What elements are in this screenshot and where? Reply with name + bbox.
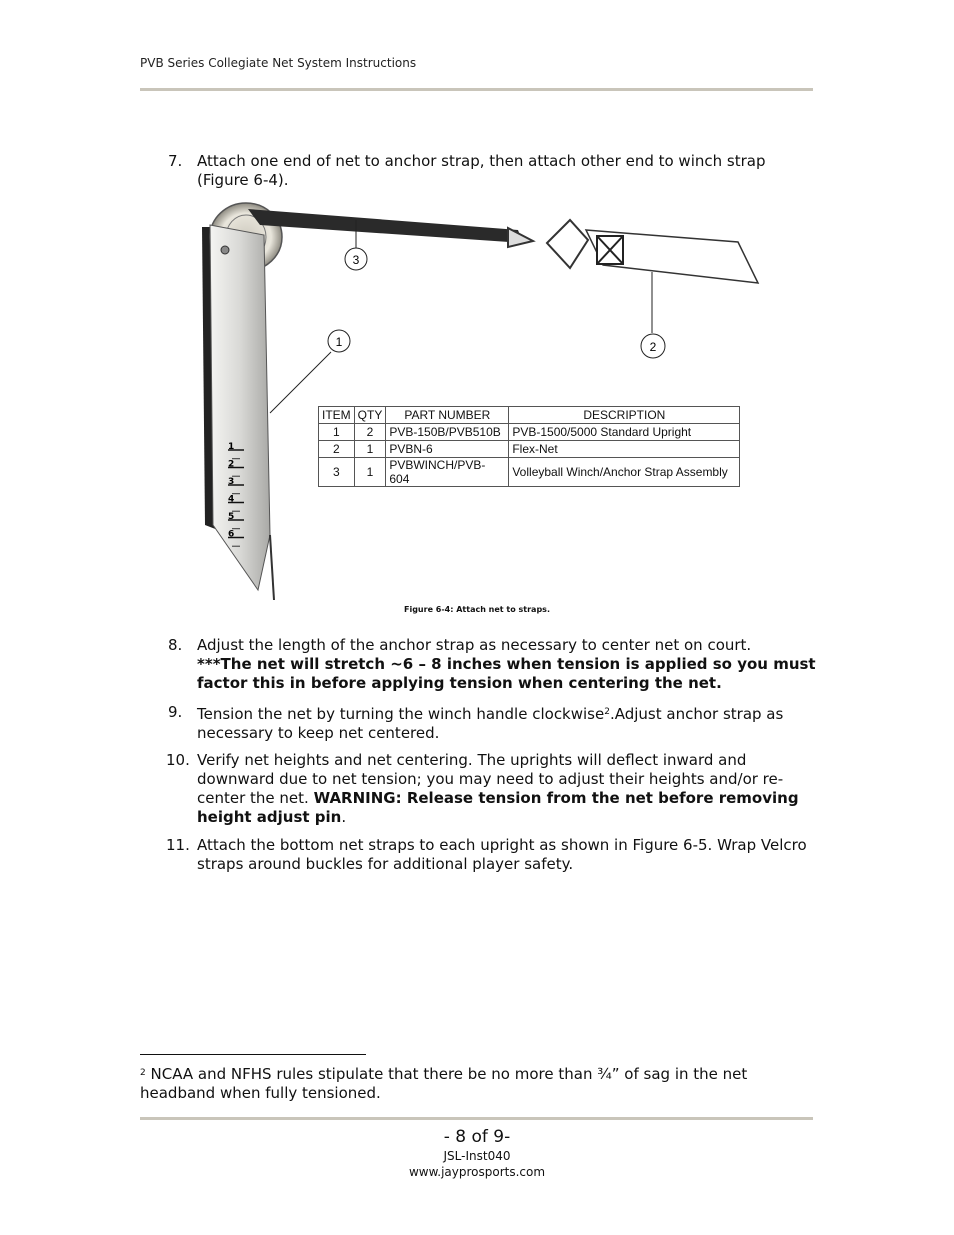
scale-label: 1 xyxy=(228,442,235,452)
table-row xyxy=(319,458,740,487)
step-10 xyxy=(168,751,818,827)
scale-label: 6 xyxy=(228,529,235,540)
cell: 2 xyxy=(354,424,386,441)
step-number: 8. xyxy=(168,636,183,654)
table-row xyxy=(319,441,740,458)
step-8 xyxy=(168,636,818,693)
scale-label: 2 xyxy=(228,459,235,470)
step-text: Attach one end of net to anchor strap, then attach other end to winch strap (Figure 6-4). xyxy=(197,152,766,189)
step-tail: . xyxy=(341,808,347,826)
running-header: PVB Series Collegiate Net System Instructions xyxy=(140,56,417,70)
cell: Flex-Net xyxy=(509,441,740,458)
footnote-number: 2 xyxy=(140,1068,146,1078)
step-9 xyxy=(168,703,818,743)
scale-label: 4 xyxy=(228,494,235,505)
col-description: DESCRIPTION xyxy=(509,407,740,424)
cell: 1 xyxy=(354,458,386,487)
table-header-row xyxy=(319,407,740,424)
page-number: - 8 of 9- xyxy=(443,1127,511,1147)
step-7 xyxy=(168,152,818,190)
step-text: Adjust the length of the anchor strap as necessary to center net on court. xyxy=(197,636,752,654)
cell: PVBN-6 xyxy=(386,441,509,458)
footnote-ref: 2 xyxy=(604,707,610,717)
cell: 1 xyxy=(319,424,355,441)
callout-2-label: 2 xyxy=(649,340,657,354)
step-number: 11. xyxy=(166,836,190,854)
table-row xyxy=(319,424,740,441)
step-number: 9. xyxy=(168,703,183,721)
parts-table xyxy=(318,406,740,487)
callout-3-label: 3 xyxy=(352,253,360,267)
footer-info xyxy=(0,1148,954,1180)
cell: Volleyball Winch/Anchor Strap Assembly xyxy=(509,458,740,487)
step-number: 7. xyxy=(168,152,183,170)
doc-id: JSL-Inst040 xyxy=(443,1149,511,1163)
leader-1 xyxy=(270,352,331,413)
step-body xyxy=(197,636,818,693)
col-qty: QTY xyxy=(354,407,386,424)
cell: 3 xyxy=(319,458,355,487)
step-body xyxy=(197,751,818,827)
cell: 2 xyxy=(319,441,355,458)
step-text-cont: .Adjust anchor strap as necessary to keep net centered. xyxy=(197,705,784,742)
callout-1-label: 1 xyxy=(335,335,343,349)
step-body xyxy=(197,703,818,743)
cell: PVB-150B/PVB510B xyxy=(386,424,509,441)
cell: 1 xyxy=(354,441,386,458)
footnote xyxy=(140,1064,800,1103)
pulley-bolt xyxy=(221,246,229,254)
header-rule xyxy=(140,88,813,91)
website: www.jayprosports.com xyxy=(408,1165,546,1179)
step-11 xyxy=(168,836,818,874)
scale-label: 3 xyxy=(228,477,235,487)
col-item: ITEM xyxy=(319,407,355,424)
scale-label: 5 xyxy=(228,512,235,522)
step-text: Attach the bottom net straps to each upright as shown in Figure 6-5. Wrap Velcro straps around buckles for additional player safety. xyxy=(197,836,807,873)
step-warning: WARNING: Release tension from the net before removing height adjust pin xyxy=(197,789,799,826)
step-text: Tension the net by turning the winch handle clockwise xyxy=(197,705,605,723)
cell: PVB-1500/5000 Standard Upright xyxy=(509,424,740,441)
net-assembly-drawing xyxy=(188,195,768,607)
step-text: Verify net heights and net centering. The uprights will deflect inward and downward due to net tension; you may need to adjust their heights and/or re-center the net. xyxy=(197,751,784,807)
step-note: ***The net will stretch ~6 – 8 inches when tension is applied so you must factor this in before applying tension when centering the net. xyxy=(197,655,816,692)
strap-hook xyxy=(508,228,533,247)
figure-6-4 xyxy=(188,195,768,607)
cell: PVBWINCH/PVB-604 xyxy=(386,458,509,487)
figure-caption: Figure 6-4: Attach net to straps. xyxy=(404,605,550,614)
upright-body xyxy=(210,225,270,590)
col-part-number: PART NUMBER xyxy=(386,407,509,424)
step-number: 10. xyxy=(166,751,190,769)
winch-strap xyxy=(248,209,523,243)
footnote-rule xyxy=(140,1054,366,1055)
footer-rule xyxy=(140,1117,813,1120)
footnote-text: NCAA and NFHS rules stipulate that there be no more than ¾” of sag in the net headband when fully tensioned. xyxy=(140,1065,748,1102)
